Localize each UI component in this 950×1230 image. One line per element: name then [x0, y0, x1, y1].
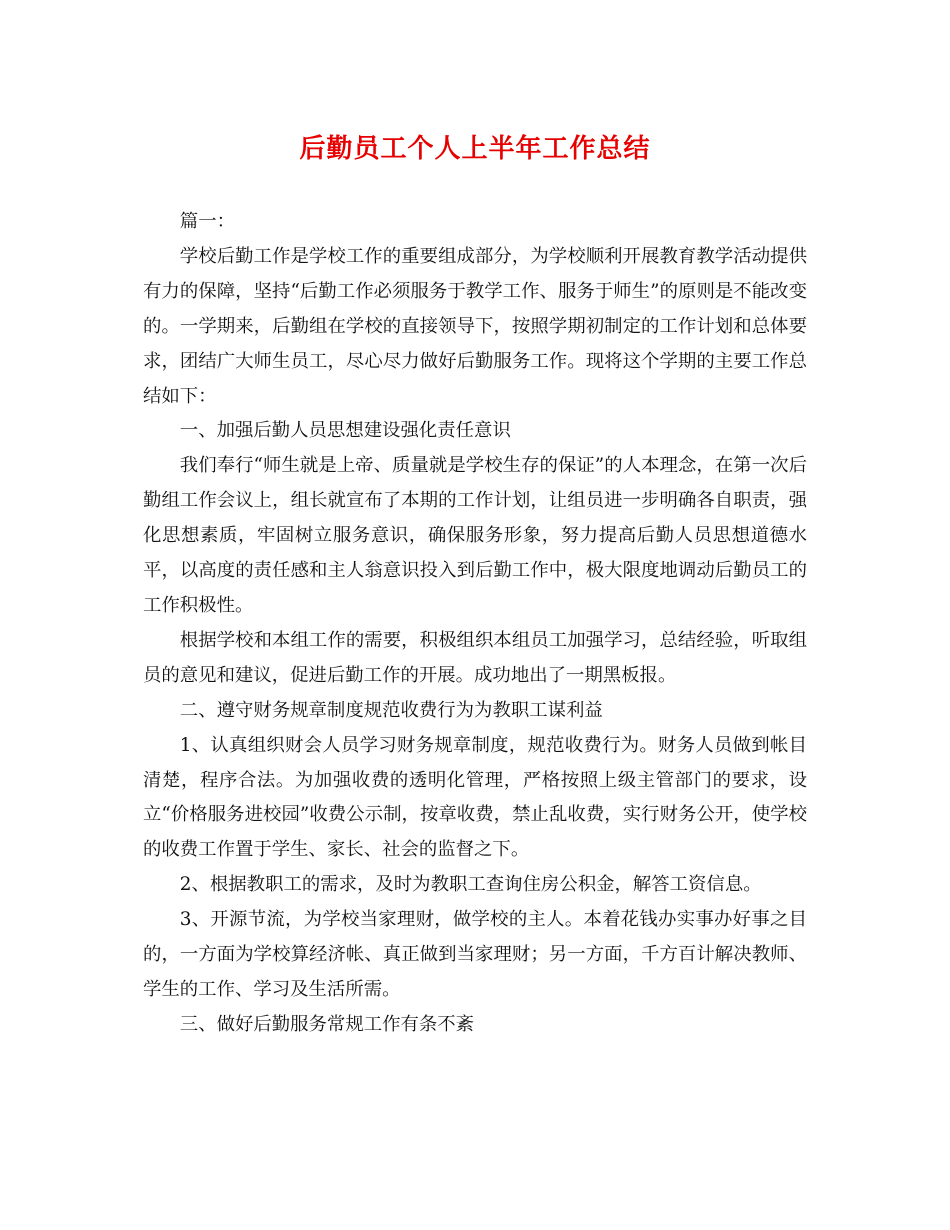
paragraph-finance-rules: 1、认真组织财会人员学习财务规章制度，规范收费行为。财务人员做到帐目清楚，程序合法。为加强收费的透明化管理，严格按照上级主管部门的要求，设立“价格服务进校园”收费公示制，按章收费，禁止乱收费，实行财务公开，使学校的收费工作置于学生、家长、社会的监督之下。 [143, 734, 807, 861]
paragraph-section-label: 篇一： [179, 211, 235, 232]
paragraph-intro: 学校后勤工作是学校工作的重要组成部分，为学校顺利开展教育教学活动提供有力的保障，坚持“后勤工作必须服务于教学工作、服务于师生”的原则是不能改变的。一学期来，后勤组在学校的直接领导下，按照学期初制定的工作计划和总体要求，团结广大师生员工，尽心尽力做好后勤服务工作。现将这个学期的主要工作总结如下： [143, 245, 807, 407]
paragraph-staff-needs: 2、根据教职工的需求，及时为教职工查询住房公积金，解答工资信息。 [179, 874, 762, 896]
document-title: 后勤员工个人上半年工作总结 [299, 134, 651, 164]
paragraph-cost-saving: 3、开源节流，为学校当家理财，做学校的主人。本着花钱办实事办好事之目的，一方面为学校算经济帐、真正做到当家理财；另一方面，千方百计解决教师、学生的工作、学习及生活所需。 [143, 909, 807, 1000]
document-body [143, 205, 807, 1043]
heading-section-3: 三、做好后勤服务常规工作有条不紊 [179, 1013, 475, 1035]
paragraph-service-philosophy: 我们奉行“师生就是上帝、质量就是学校生存的保证”的人本理念，在第一次后勤组工作会议上，组长就宣布了本期的工作计划，让组员进一步明确各自职责，强化思想素质，牢固树立服务意识，确保服务形象，努力提高后勤人员思想道德水平，以高度的责任感和主人翁意识投入到后勤工作中，极大限度地调动后勤员工的工作积极性。 [143, 455, 807, 616]
heading-section-1: 一、加强后勤人员思想建设强化责任意识 [179, 420, 511, 442]
heading-section-2: 二、遵守财务规章制度规范收费行为为教职工谋利益 [179, 699, 603, 721]
paragraph-study-organization: 根据学校和本组工作的需要，积极组织本组员工加强学习，总结经验，听取组员的意见和建议，促进后勤工作的开展。成功地出了一期黑板报。 [143, 629, 807, 686]
